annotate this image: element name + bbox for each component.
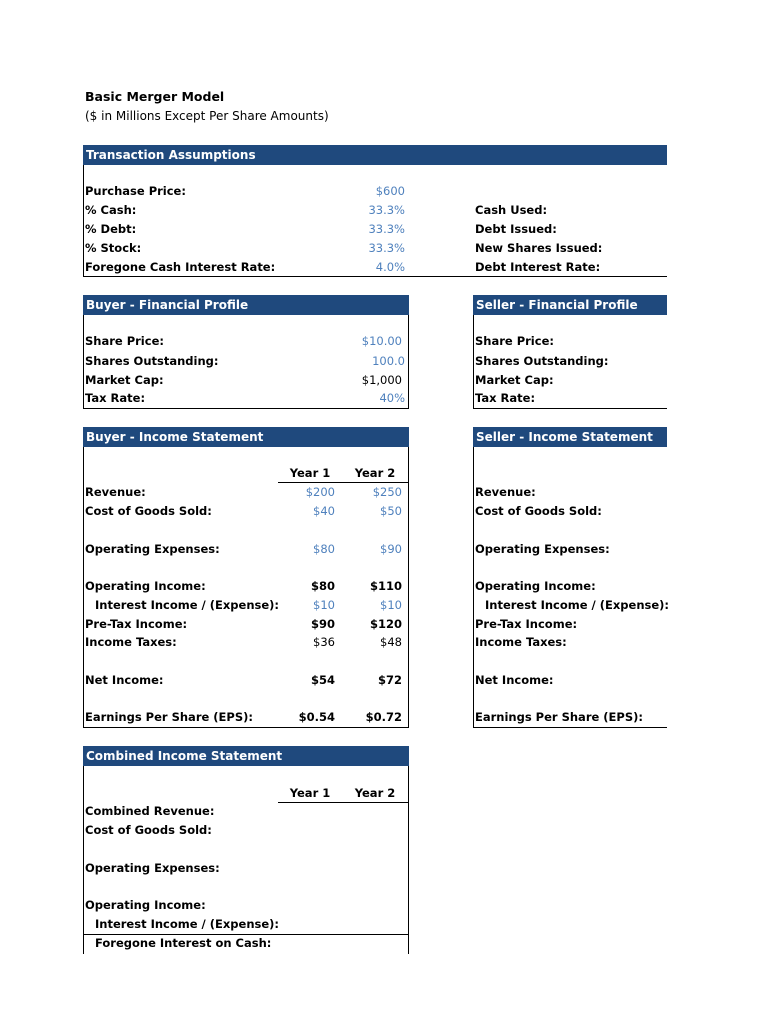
seller-profile-header: Seller - Financial Profile [473, 295, 667, 315]
seller-eps-label: Earnings Per Share (EPS): [475, 710, 643, 724]
buyer-tax-rate-label: Tax Rate: [85, 391, 146, 405]
pct-stock-value[interactable]: 33.3% [368, 241, 405, 255]
purchase-price-label: Purchase Price: [85, 184, 186, 198]
seller-opinc-label: Operating Income: [475, 579, 596, 593]
combined-foregone-interest-label: Foregone Interest on Cash: [95, 936, 272, 950]
buyer-pretax-y1: $90 [310, 617, 335, 631]
buyer-eps-label: Earnings Per Share (EPS): [85, 710, 253, 724]
pct-debt-value[interactable]: 33.3% [368, 222, 405, 236]
pct-debt-label: % Debt: [85, 222, 137, 236]
buyer-interest-label: Interest Income / (Expense): [95, 598, 279, 612]
buyer-income-header: Buyer - Income Statement [83, 427, 409, 447]
buyer-market-cap-value: $1,000 [361, 373, 402, 387]
buyer-cogs-y2[interactable]: $50 [380, 504, 402, 518]
buyer-opinc-label: Operating Income: [85, 579, 206, 593]
purchase-price-value[interactable]: $600 [375, 184, 405, 198]
buyer-net-income-y1: $54 [310, 673, 335, 687]
buyer-eps-y2: $0.72 [365, 710, 402, 724]
pct-cash-label: % Cash: [85, 203, 137, 217]
seller-interest-label: Interest Income / (Expense): [485, 598, 669, 612]
seller-revenue-label: Revenue: [475, 485, 536, 499]
debt-interest-rate-label: Debt Interest Rate: [475, 260, 601, 274]
foregone-cash-rate-label: Foregone Cash Interest Rate: [85, 260, 276, 274]
buyer-interest-y2[interactable]: $10 [380, 598, 402, 612]
seller-net-income-label: Net Income: [475, 673, 554, 687]
buyer-opinc-y1: $80 [310, 579, 335, 593]
debt-issued-label: Debt Issued: [475, 222, 557, 236]
seller-market-cap-label: Market Cap: [475, 373, 554, 387]
combined-year1-header: Year 1 [289, 786, 331, 800]
seller-taxes-label: Income Taxes: [475, 635, 567, 649]
buyer-revenue-label: Revenue: [85, 485, 146, 499]
buyer-share-price-value[interactable]: $10.00 [361, 334, 402, 348]
seller-cogs-label: Cost of Goods Sold: [475, 504, 602, 518]
seller-tax-rate-label: Tax Rate: [475, 391, 536, 405]
buyer-opex-y2[interactable]: $90 [380, 542, 402, 556]
buyer-taxes-y2: $48 [380, 635, 402, 649]
buyer-tax-rate-value[interactable]: 40% [379, 391, 405, 405]
combined-opinc-label: Operating Income: [85, 898, 206, 912]
buyer-cogs-label: Cost of Goods Sold: [85, 504, 212, 518]
buyer-year1-header: Year 1 [289, 466, 331, 480]
buyer-shares-outstanding-label: Shares Outstanding: [85, 354, 219, 368]
combined-cogs-label: Cost of Goods Sold: [85, 823, 212, 837]
buyer-net-income-y2: $72 [377, 673, 402, 687]
buyer-opex-label: Operating Expenses: [85, 542, 220, 556]
buyer-shares-outstanding-value[interactable]: 100.0 [372, 354, 405, 368]
page-title: Basic Merger Model [85, 89, 225, 104]
buyer-pretax-y2: $120 [369, 617, 402, 631]
combined-interest-label: Interest Income / (Expense): [95, 917, 279, 931]
seller-pretax-label: Pre-Tax Income: [475, 617, 578, 631]
buyer-net-income-label: Net Income: [85, 673, 164, 687]
pct-stock-label: % Stock: [85, 241, 142, 255]
new-shares-issued-label: New Shares Issued: [475, 241, 603, 255]
buyer-opex-y1[interactable]: $80 [313, 542, 335, 556]
buyer-opinc-y2: $110 [369, 579, 402, 593]
combined-opex-label: Operating Expenses: [85, 861, 220, 875]
transaction-assumptions-header: Transaction Assumptions [83, 145, 667, 165]
buyer-taxes-y1: $36 [313, 635, 335, 649]
combined-year2-header: Year 2 [354, 786, 396, 800]
buyer-eps-y1: $0.54 [298, 710, 335, 724]
page-subtitle: ($ in Millions Except Per Share Amounts) [85, 109, 329, 123]
buyer-revenue-y2[interactable]: $250 [372, 485, 402, 499]
buyer-revenue-y1[interactable]: $200 [305, 485, 335, 499]
cash-used-label: Cash Used: [475, 203, 548, 217]
buyer-pretax-label: Pre-Tax Income: [85, 617, 188, 631]
buyer-profile-header: Buyer - Financial Profile [83, 295, 409, 315]
seller-opex-label: Operating Expenses: [475, 542, 610, 556]
buyer-share-price-label: Share Price: [85, 334, 164, 348]
combined-column-header-rule [278, 802, 408, 803]
buyer-interest-y1[interactable]: $10 [313, 598, 335, 612]
combined-revenue-label: Combined Revenue: [85, 804, 215, 818]
buyer-market-cap-label: Market Cap: [85, 373, 164, 387]
seller-income-header: Seller - Income Statement [473, 427, 667, 447]
combined-income-header: Combined Income Statement [83, 746, 409, 766]
seller-share-price-label: Share Price: [475, 334, 554, 348]
buyer-taxes-label: Income Taxes: [85, 635, 177, 649]
foregone-cash-rate-value[interactable]: 4.0% [375, 260, 405, 274]
buyer-cogs-y1[interactable]: $40 [313, 504, 335, 518]
seller-shares-outstanding-label: Shares Outstanding: [475, 354, 609, 368]
pct-cash-value[interactable]: 33.3% [368, 203, 405, 217]
buyer-year2-header: Year 2 [354, 466, 396, 480]
